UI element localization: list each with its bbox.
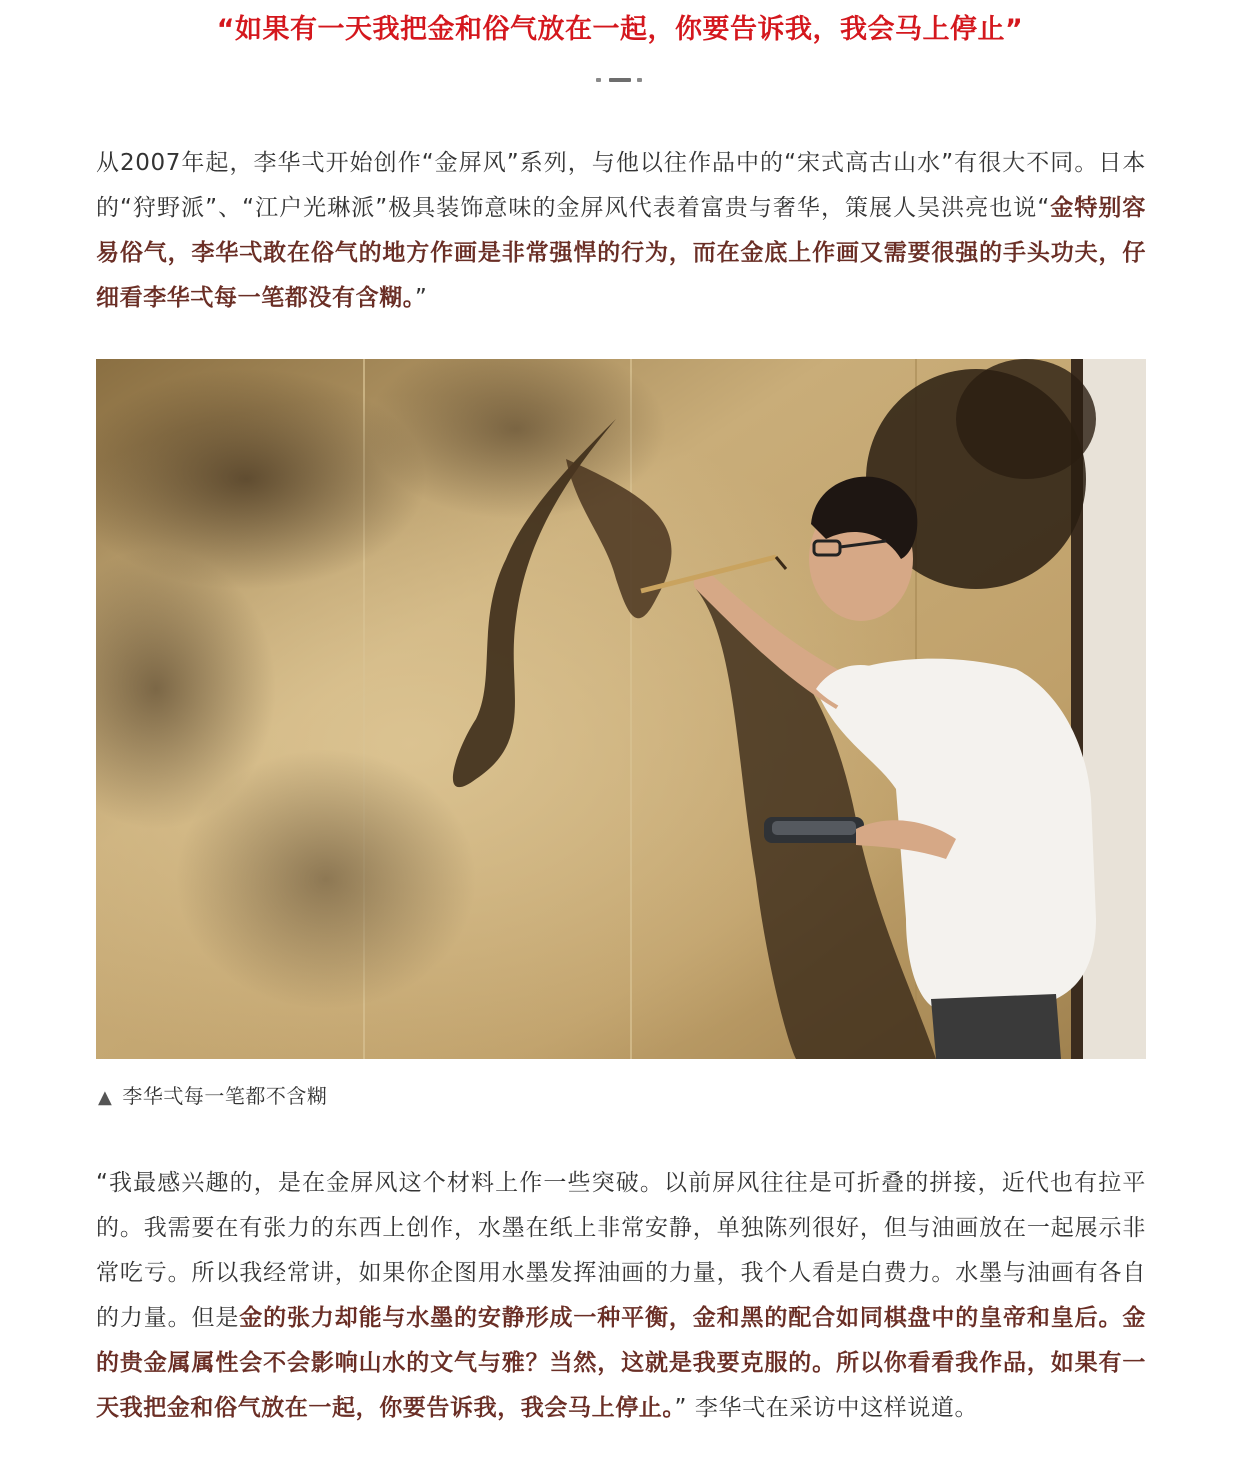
paragraph-quote-tail: ” 李华弌在采访中这样说道。 xyxy=(674,1395,979,1421)
paragraph-intro-tail: ” xyxy=(414,285,428,311)
paragraph-intro-plain: 从2007年起，李华弌开始创作“金屏风”系列，与他以往作品中的“宋式高古山水”有很大不同。日本的“狩野派”、“江户光琳派”极具装饰意味的金屏风代表着富贵与奢华，策展人吴洪亮也说“ xyxy=(96,150,1146,221)
photo-caption xyxy=(98,1081,327,1113)
paragraph-quote-plain: “我最感兴趣的，是在金屏风这个材料上作一些突破。以前屏风往往是可折叠的拼接，近代也有拉平的。我需要在有张力的东西上创作，水墨在纸上非常安静，单独陈列很好，但与油画放在一起展示非常吃亏。所以我经常讲，如果你企图用水墨发挥油画的力量，我个人看是白费力。水墨与油画有各自的力量。但是 xyxy=(96,1170,1146,1331)
caption-text: 李华弌每一笔都不含糊 xyxy=(122,1084,328,1108)
article-headline: “如果有一天我把金和俗气放在一起，你要告诉我，我会马上停止” xyxy=(216,14,1024,45)
painting-photo xyxy=(96,359,1146,1059)
paragraph-quote xyxy=(96,1161,1146,1431)
painting-photo-icon xyxy=(96,359,1146,1059)
paragraph-intro-emphasis: 金特别容易俗气，李华弌敢在俗气的地方作画是非常强悍的行为，而在金底上作画又需要很强的手头功夫，仔细看李华弌每一笔都没有含糊。 xyxy=(96,195,1147,311)
caption-triangle-icon: ▲ xyxy=(98,1087,113,1108)
section-divider xyxy=(596,77,646,83)
paragraph-quote-emphasis: 金的张力却能与水墨的安静形成一种平衡，金和黑的配合如同棋盘中的皇帝和皇后。金的贵金属属性会不会影响山水的文气与雅？当然，这就是我要克服的。所以你看看我作品，如果有一天我把金和俗气放在一起，你要告诉我，我会马上停止。 xyxy=(96,1305,1146,1421)
paragraph-intro xyxy=(96,141,1146,321)
